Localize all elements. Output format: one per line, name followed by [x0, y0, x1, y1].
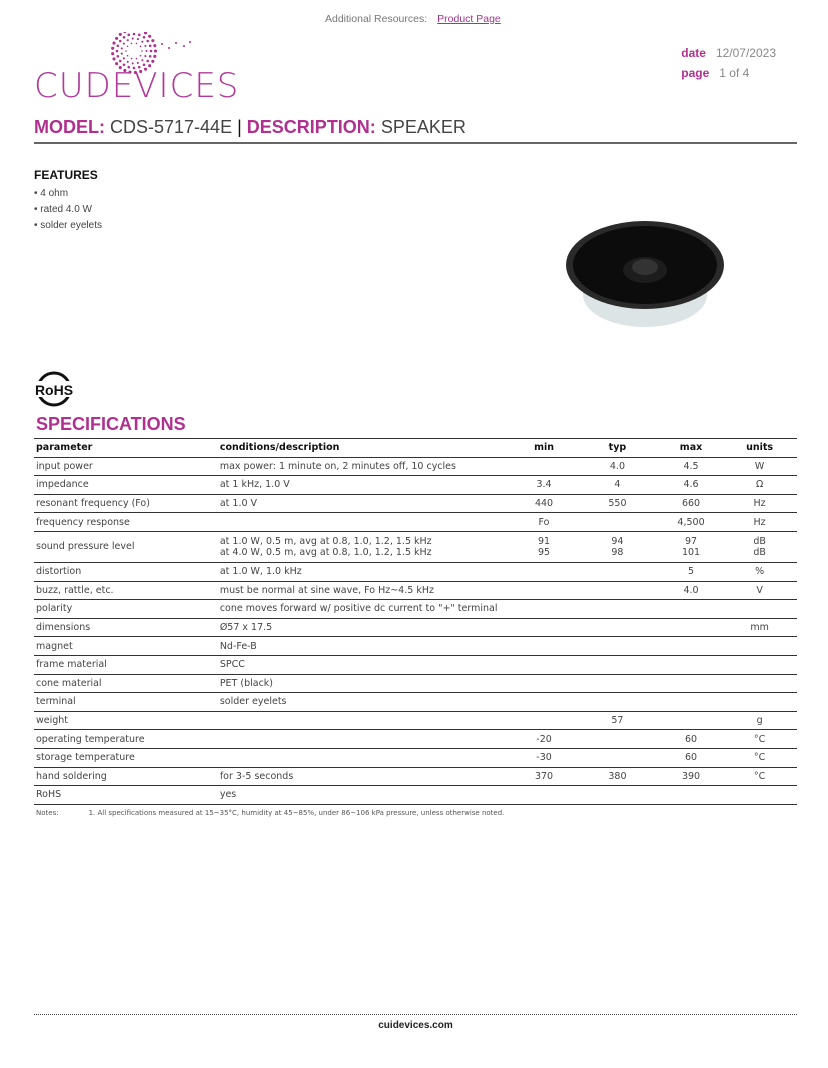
table-cell: Hz	[722, 513, 797, 532]
table-cell: frequency response	[34, 513, 218, 532]
table-cell	[513, 693, 575, 712]
table-cell: cone moves forward w/ positive dc current to "+" terminal	[218, 600, 513, 619]
table-cell	[660, 674, 722, 693]
table-cell: dB dB	[722, 531, 797, 562]
table-cell: operating temperature	[34, 730, 218, 749]
table-cell: 60	[660, 730, 722, 749]
product-page-link[interactable]: Product Page	[437, 13, 501, 25]
table-cell: -20	[513, 730, 575, 749]
page-title	[34, 117, 466, 138]
table-cell	[575, 655, 660, 674]
title-separator: |	[237, 117, 242, 137]
table-cell	[722, 600, 797, 619]
table-cell: polarity	[34, 600, 218, 619]
features	[34, 168, 102, 234]
table-cell: Nd-Fe-B	[218, 637, 513, 656]
table-cell	[513, 711, 575, 730]
specifications-heading: SPECIFICATIONS	[36, 414, 186, 434]
table-row	[34, 476, 797, 495]
table-row	[34, 711, 797, 730]
table-cell: at 1.0 W, 0.5 m, avg at 0.8, 1.0, 1.2, 1.5 kHz at 4.0 W, 0.5 m, avg at 0.8, 1.0, 1.2, 1.5 kHz	[218, 531, 513, 562]
additional-resources	[325, 13, 501, 25]
table-row	[34, 457, 797, 476]
table-cell	[575, 637, 660, 656]
resources-label: Additional Resources:	[325, 13, 428, 25]
table-cell	[575, 562, 660, 581]
column-header: parameter	[34, 439, 218, 458]
table-cell	[722, 693, 797, 712]
table-cell	[513, 600, 575, 619]
table-cell	[513, 674, 575, 693]
table-row	[34, 730, 797, 749]
table-cell: g	[722, 711, 797, 730]
table-cell: 91 95	[513, 531, 575, 562]
column-header: min	[513, 439, 575, 458]
column-header: conditions/description	[218, 439, 513, 458]
table-row	[34, 786, 797, 805]
description-label: DESCRIPTION:	[246, 117, 376, 137]
table-row	[34, 674, 797, 693]
table-cell	[660, 711, 722, 730]
table-cell: -30	[513, 748, 575, 767]
table-cell: 4.5	[660, 457, 722, 476]
table-cell	[575, 513, 660, 532]
table-row	[34, 562, 797, 581]
table-cell	[575, 674, 660, 693]
table-cell: 380	[575, 767, 660, 786]
feature-item: • 4 ohm	[34, 188, 69, 199]
table-cell	[660, 637, 722, 656]
table-cell: solder eyelets	[218, 693, 513, 712]
table-cell: at 1 kHz, 1.0 V	[218, 476, 513, 495]
table-cell	[722, 655, 797, 674]
table-row	[34, 693, 797, 712]
table-cell: °C	[722, 748, 797, 767]
table-row	[34, 531, 797, 562]
footer-url[interactable]: cuidevices.com	[34, 1014, 797, 1031]
description-value: SPEAKER	[380, 117, 466, 137]
table-cell: impedance	[34, 476, 218, 495]
table-cell: cone material	[34, 674, 218, 693]
table-cell	[575, 581, 660, 600]
table-cell: 4.6	[660, 476, 722, 495]
table-cell: buzz, rattle, etc.	[34, 581, 218, 600]
table-cell: %	[722, 562, 797, 581]
table-cell: 5	[660, 562, 722, 581]
table-cell	[218, 730, 513, 749]
table-cell: PET (black)	[218, 674, 513, 693]
table-cell: 4.0	[575, 457, 660, 476]
feature-item: • rated 4.0 W	[34, 204, 92, 215]
table-cell: Fo	[513, 513, 575, 532]
table-cell	[218, 711, 513, 730]
table-cell: input power	[34, 457, 218, 476]
speaker-image	[565, 220, 725, 330]
table-cell: weight	[34, 711, 218, 730]
table-cell: 3.4	[513, 476, 575, 495]
table-cell: at 1.0 V	[218, 494, 513, 513]
table-cell	[513, 618, 575, 637]
model-value: CDS-5717-44E	[110, 117, 233, 137]
table-cell: distortion	[34, 562, 218, 581]
table-cell: 97 101	[660, 531, 722, 562]
table-cell: 94 98	[575, 531, 660, 562]
rohs-logo-icon	[34, 370, 76, 408]
table-cell	[660, 600, 722, 619]
table-cell: must be normal at sine wave, Fo Hz~4.5 kHz	[218, 581, 513, 600]
table-cell	[660, 786, 722, 805]
table-cell	[218, 748, 513, 767]
table-cell	[660, 618, 722, 637]
table-cell	[513, 562, 575, 581]
table-cell	[722, 637, 797, 656]
table-row	[34, 655, 797, 674]
table-cell: V	[722, 581, 797, 600]
table-cell: at 1.0 W, 1.0 kHz	[218, 562, 513, 581]
date-value: 12/07/2023	[715, 46, 776, 60]
table-cell	[575, 748, 660, 767]
page-value: 1 of 4	[719, 66, 750, 80]
table-cell	[513, 581, 575, 600]
table-cell: yes	[218, 786, 513, 805]
table-cell	[722, 674, 797, 693]
title-divider	[34, 142, 797, 144]
table-cell	[513, 655, 575, 674]
table-cell: mm	[722, 618, 797, 637]
table-cell: °C	[722, 730, 797, 749]
table-row	[34, 767, 797, 786]
table-cell: frame material	[34, 655, 218, 674]
table-cell: RoHS	[34, 786, 218, 805]
table-cell: max power: 1 minute on, 2 minutes off, 10 cycles	[218, 457, 513, 476]
doc-meta	[681, 46, 776, 86]
table-cell	[575, 786, 660, 805]
page-label: page	[681, 66, 710, 80]
logo	[34, 66, 239, 106]
table-cell	[218, 513, 513, 532]
table-cell: Ω	[722, 476, 797, 495]
table-cell: 440	[513, 494, 575, 513]
table-cell: °C	[722, 767, 797, 786]
table-cell: for 3-5 seconds	[218, 767, 513, 786]
table-cell: terminal	[34, 693, 218, 712]
table-row	[34, 581, 797, 600]
notes-label: Notes:	[36, 809, 59, 817]
table-cell	[722, 786, 797, 805]
table-cell	[575, 693, 660, 712]
table-cell	[575, 600, 660, 619]
date-label: date	[681, 46, 706, 60]
table-cell: magnet	[34, 637, 218, 656]
logo-text: CUDEVICES	[34, 66, 240, 106]
table-row	[34, 494, 797, 513]
table-cell: 4,500	[660, 513, 722, 532]
table-cell: 60	[660, 748, 722, 767]
svg-text:RoHS: RoHS	[34, 382, 74, 398]
table-row	[34, 748, 797, 767]
table-cell: SPCC	[218, 655, 513, 674]
table-row	[34, 637, 797, 656]
column-header: max	[660, 439, 722, 458]
table-cell: 550	[575, 494, 660, 513]
table-cell: resonant frequency (Fo)	[34, 494, 218, 513]
table-cell: W	[722, 457, 797, 476]
table-row	[34, 600, 797, 619]
table-row	[34, 618, 797, 637]
table-cell	[575, 618, 660, 637]
table-cell: hand soldering	[34, 767, 218, 786]
notes-text: 1. All specifications measured at 15~35°C, humidity at 45~85%, under 86~106 kPa pressure, unless otherwise noted.	[88, 809, 505, 817]
table-cell: 4	[575, 476, 660, 495]
table-cell	[575, 730, 660, 749]
features-heading: FEATURES	[34, 168, 98, 182]
table-cell: 390	[660, 767, 722, 786]
table-cell	[513, 786, 575, 805]
table-cell: 370	[513, 767, 575, 786]
table-cell	[660, 655, 722, 674]
column-header: typ	[575, 439, 660, 458]
table-cell: sound pressure level	[34, 531, 218, 562]
table-cell: 57	[575, 711, 660, 730]
table-cell	[513, 457, 575, 476]
table-cell: storage temperature	[34, 748, 218, 767]
table-cell	[660, 693, 722, 712]
table-row	[34, 513, 797, 532]
table-cell: Hz	[722, 494, 797, 513]
model-label: MODEL:	[34, 117, 105, 137]
notes	[36, 809, 504, 817]
table-cell: 660	[660, 494, 722, 513]
table-cell	[513, 637, 575, 656]
table-cell: 4.0	[660, 581, 722, 600]
table-cell: dimensions	[34, 618, 218, 637]
column-header: units	[722, 439, 797, 458]
feature-item: • solder eyelets	[34, 220, 102, 231]
table-cell: Ø57 x 17.5	[218, 618, 513, 637]
specifications-table	[34, 438, 797, 805]
